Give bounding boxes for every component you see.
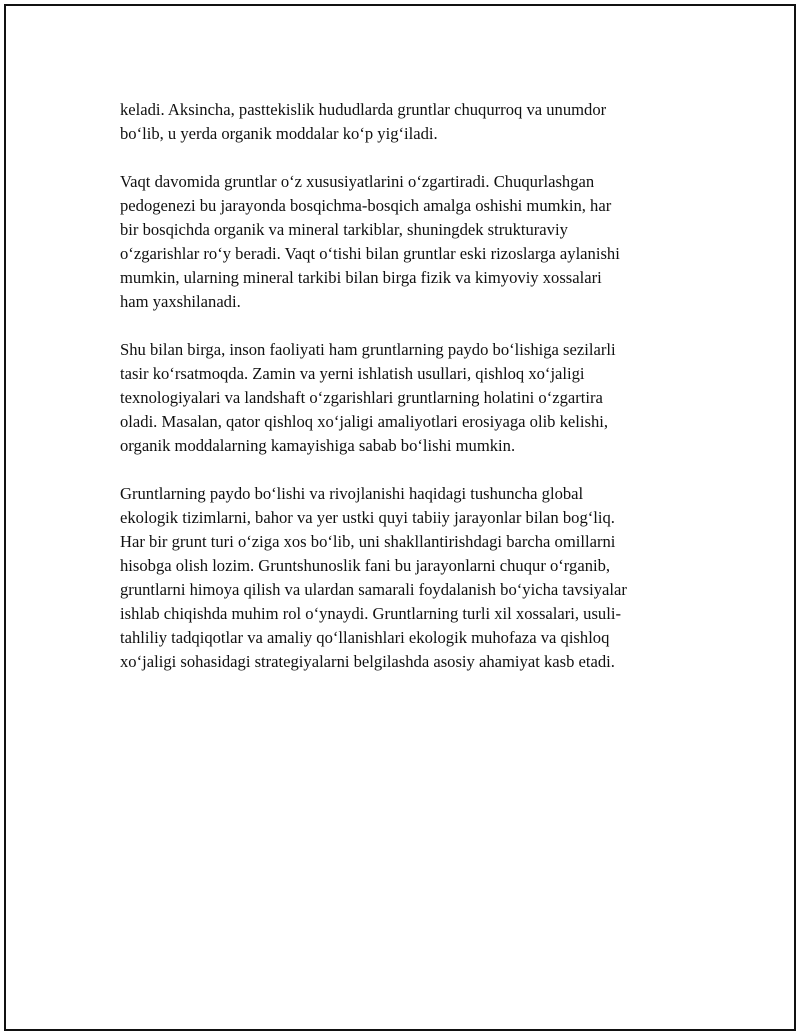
- text-line: mumkin, ularning mineral tarkibi bilan birga fizik va kimyoviy xossalari: [120, 268, 602, 287]
- text-line: Vaqt davomida gruntlar o‘z xususiyatlarini o‘zgartiradi. Chuqurlashgan: [120, 172, 595, 191]
- document-body: [120, 98, 688, 698]
- text-line: Gruntlarning paydo bo‘lishi va rivojlanishi haqidagi tushuncha global: [120, 484, 584, 503]
- text-line: tahliliy tadqiqotlar va amaliy qo‘llanishlari ekologik muhofaza va qishloq: [120, 628, 610, 647]
- paragraph-1: [120, 98, 688, 146]
- text-line: hisobga olish lozim. Gruntshunoslik fani bu jarayonlarni chuqur o‘rganib,: [120, 556, 611, 575]
- text-line: ishlab chiqishda muhim rol o‘ynaydi. Gruntlarning turli xil xossalari, usuli-: [120, 604, 621, 623]
- text-line: gruntlarni himoya qilish va ulardan samarali foydalanish bo‘yicha tavsiyalar: [120, 580, 627, 599]
- text-line: texnologiyalari va landshaft o‘zgarishlari gruntlarning holatini o‘zgartira: [120, 388, 603, 407]
- text-line: Har bir grunt turi o‘ziga xos bo‘lib, uni shakllantirishdagi barcha omillarni: [120, 532, 616, 551]
- text-line: organik moddalarning kamayishiga sabab bo‘lishi mumkin.: [120, 436, 516, 455]
- paragraph-3: [120, 338, 688, 458]
- text-line: bo‘lib, u yerda organik moddalar ko‘p yig‘iladi.: [120, 124, 438, 143]
- text-line: oladi. Masalan, qator qishloq xo‘jaligi amaliyotlari erosiyaga olib kelishi,: [120, 412, 609, 431]
- paragraph-2: [120, 170, 688, 314]
- text-line: ekologik tizimlarni, bahor va yer ustki quyi tabiiy jarayonlar bilan bog‘liq.: [120, 508, 615, 527]
- text-line: xo‘jaligi sohasidagi strategiyalarni belgilashda asosiy ahamiyat kasb etadi.: [120, 652, 615, 671]
- text-line: Shu bilan birga, inson faoliyati ham gruntlarning paydo bo‘lishiga sezilarli: [120, 340, 616, 359]
- text-line: pedogenezi bu jarayonda bosqichma-bosqich amalga oshishi mumkin, har: [120, 196, 612, 215]
- text-line: tasir ko‘rsatmoqda. Zamin va yerni ishlatish usullari, qishloq xo‘jaligi: [120, 364, 585, 383]
- page-frame: [4, 4, 796, 1031]
- paragraph-4: [120, 482, 688, 674]
- text-line: o‘zgarishlar ro‘y beradi. Vaqt o‘tishi bilan gruntlar eski rizoslarga aylanishi: [120, 244, 620, 263]
- text-line: bir bosqichda organik va mineral tarkiblar, shuningdek strukturaviy: [120, 220, 568, 239]
- text-line: ham yaxshilanadi.: [120, 292, 241, 311]
- text-line: keladi. Aksincha, pasttekislik hududlarda gruntlar chuqurroq va unumdor: [120, 100, 607, 119]
